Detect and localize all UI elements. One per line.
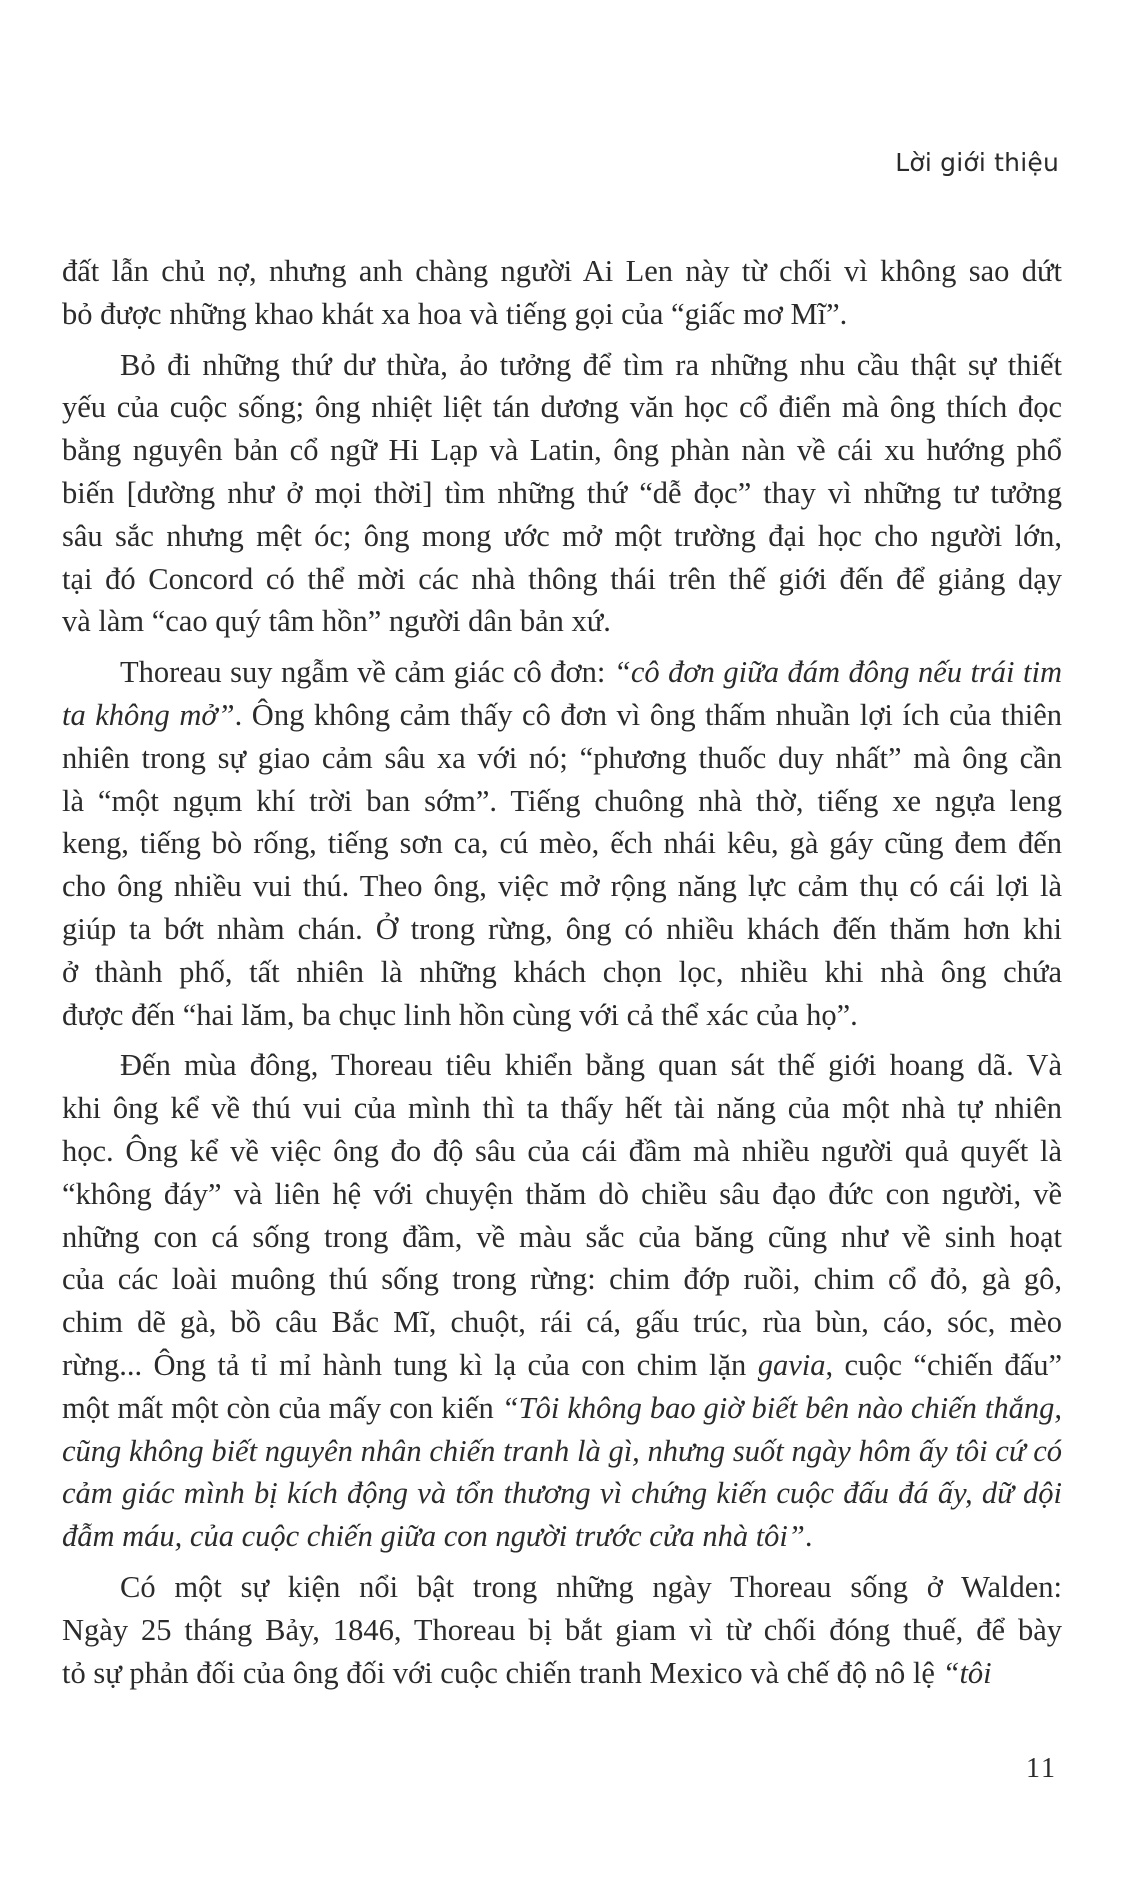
italic-text: cũng không biết nguyên nhân chiến tranh là gì, nhưng suốt ngày hôm ấy tôi cứ có xyxy=(62,1433,1062,1468)
text-line xyxy=(62,1430,1062,1473)
text-run: biến [dường như ở mọi thời] tìm những thứ “dễ đọc” thay vì những tư tưởng xyxy=(62,475,1062,510)
text-run: tỏ sự phản đối của ông đối với cuộc chiến tranh Mexico và chế độ nô lệ xyxy=(62,1655,943,1690)
text-run: chim dẽ gà, bồ câu Bắc Mĩ, chuột, rái cá, gấu trúc, rùa bùn, cáo, sóc, mèo xyxy=(62,1305,1062,1340)
text-run: Có một sự kiện nổi bật trong những ngày Thoreau sống ở Walden: xyxy=(120,1569,1062,1604)
text-run: nhiên trong sự giao cảm sâu xa với nó; “phương thuốc duy nhất” mà ông cần xyxy=(62,740,1062,775)
text-line xyxy=(62,951,1062,994)
paragraph xyxy=(62,344,1062,644)
text-line xyxy=(62,1344,1062,1387)
text-line xyxy=(62,822,1062,865)
text-line xyxy=(62,1173,1062,1216)
text-run: rừng... Ông tả tỉ mỉ hành tung kì lạ của con chim lặn xyxy=(62,1347,758,1382)
text-line xyxy=(62,1216,1062,1259)
text-line xyxy=(62,1472,1062,1515)
text-line xyxy=(62,780,1062,823)
paragraph xyxy=(62,651,1062,1036)
italic-text: “cô đơn giữa đám đông nếu trái tim xyxy=(613,655,1062,690)
text-line xyxy=(62,908,1062,951)
body-text xyxy=(62,250,1062,1694)
text-line xyxy=(62,1652,1062,1695)
text-run: một mất một còn của mấy con kiến xyxy=(62,1390,502,1425)
text-line xyxy=(62,651,1062,694)
running-title: Lời giới thiệu xyxy=(895,148,1059,177)
paragraph xyxy=(62,1044,1062,1558)
text-run: . Ông không cảm thấy cô đơn vì ông thấm nhuần lợi ích của thiên xyxy=(234,697,1062,732)
italic-text: gavia xyxy=(757,1347,826,1382)
paragraph xyxy=(62,1566,1062,1694)
text-run: được đến “hai lăm, ba chục linh hồn cùng với cả thể xác của họ”. xyxy=(62,997,858,1032)
text-run: . xyxy=(804,1519,813,1554)
text-run: đất lẫn chủ nợ, nhưng anh chàng người Ai Len này từ chối vì không sao dứt xyxy=(62,254,1062,288)
text-run: “không đáy” và liên hệ với chuyện thăm dò chiều sâu đạo đức con người, về xyxy=(62,1176,1062,1211)
text-run: học. Ông kể về việc ông đo độ sâu của cái đầm mà nhiều người quả quyết là xyxy=(62,1133,1062,1168)
text-line xyxy=(62,1301,1062,1344)
text-run: của các loài muông thú sống trong rừng: chim đớp ruồi, chim cổ đỏ, gà gô, xyxy=(62,1262,1062,1297)
text-line xyxy=(62,737,1062,780)
text-line xyxy=(62,1387,1062,1430)
text-line xyxy=(62,865,1062,908)
text-line xyxy=(62,344,1062,387)
paragraph xyxy=(62,250,1062,336)
text-run: keng, tiếng bò rống, tiếng sơn ca, cú mèo, ếch nhái kêu, gà gáy cũng đem đến xyxy=(62,826,1062,861)
text-line xyxy=(62,558,1062,601)
text-run: khi ông kể về thú vui của mình thì ta thấy hết tài năng của một nhà tự nhiên xyxy=(62,1091,1062,1126)
text-line xyxy=(62,429,1062,472)
text-line xyxy=(62,1130,1062,1173)
text-line xyxy=(62,515,1062,558)
text-line xyxy=(62,1609,1062,1652)
text-run: bỏ được những khao khát xa hoa và tiếng gọi của “giấc mơ Mĩ”. xyxy=(62,296,848,331)
text-line xyxy=(62,1566,1062,1609)
italic-text: “Tôi không bao giờ biết bên nào chiến thắng, xyxy=(501,1390,1062,1425)
text-run: Thoreau suy ngẫm về cảm giác cô đơn: xyxy=(120,655,614,690)
text-run: là “một ngụm khí trời ban sớm”. Tiếng chuông nhà thờ, tiếng xe ngựa leng xyxy=(62,783,1062,818)
italic-text: ta không mở” xyxy=(62,697,235,732)
text-line xyxy=(62,250,1062,293)
text-run: Đến mùa đông, Thoreau tiêu khiển bằng quan sát thế giới hoang dã. Và xyxy=(120,1048,1062,1083)
text-run: cho ông nhiều vui thú. Theo ông, việc mở rộng năng lực cảm thụ có cái lợi là xyxy=(62,869,1062,904)
text-line xyxy=(62,994,1062,1037)
text-line xyxy=(62,600,1062,643)
text-run: Ngày 25 tháng Bảy, 1846, Thoreau bị bắt giam vì từ chối đóng thuế, để bày xyxy=(62,1612,1062,1647)
text-run: và làm “cao quý tâm hồn” người dân bản xứ. xyxy=(62,604,611,639)
text-line xyxy=(62,1044,1062,1087)
italic-text: “tôi xyxy=(942,1655,992,1690)
text-line xyxy=(62,386,1062,429)
text-line xyxy=(62,1258,1062,1301)
text-line xyxy=(62,1515,1062,1558)
text-run: giúp ta bớt nhàm chán. Ở trong rừng, ông có nhiều khách đến thăm hơn khi xyxy=(62,911,1062,946)
text-run: tại đó Concord có thể mời các nhà thông thái trên thế giới đến để giảng dạy xyxy=(62,561,1062,596)
text-line xyxy=(62,694,1062,737)
text-run: những con cá sống trong đầm, về màu sắc của băng cũng như về sinh hoạt xyxy=(62,1219,1062,1254)
text-run: bằng nguyên bản cổ ngữ Hi Lạp và Latin, ông phàn nàn về cái xu hướng phổ xyxy=(62,433,1062,468)
text-run: sâu sắc nhưng mệt óc; ông mong ước mở một trường đại học cho người lớn, xyxy=(62,518,1062,553)
text-line xyxy=(62,293,1062,336)
italic-text: đẫm máu, của cuộc chiến giữa con người trước cửa nhà tôi” xyxy=(62,1519,805,1554)
text-run: yếu của cuộc sống; ông nhiệt liệt tán dương văn học cổ điển mà ông thích đọc xyxy=(62,390,1062,425)
text-run: , cuộc “chiến đấu” xyxy=(825,1347,1062,1382)
text-run: Bỏ đi những thứ dư thừa, ảo tưởng để tìm ra những nhu cầu thật sự thiết xyxy=(120,347,1062,382)
italic-text: cảm giác mình bị kích động và tổn thương vì chứng kiến cuộc đấu đá ấy, dữ dội xyxy=(62,1476,1062,1511)
text-run: ở thành phố, tất nhiên là những khách chọn lọc, nhiều khi nhà ông chứa xyxy=(62,954,1062,989)
text-line xyxy=(62,472,1062,515)
page-number: 11 xyxy=(1026,1753,1057,1784)
text-line xyxy=(62,1087,1062,1130)
